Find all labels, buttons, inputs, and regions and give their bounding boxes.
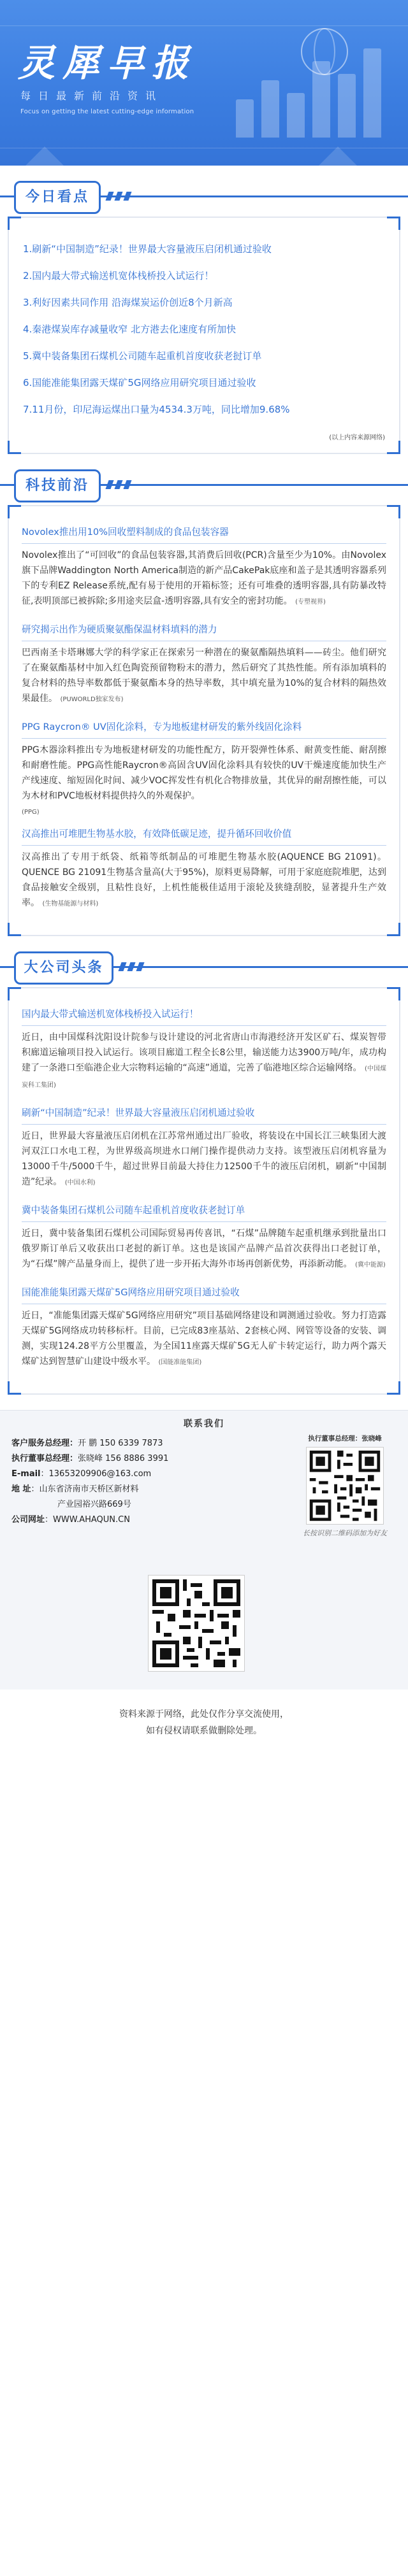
article-title[interactable]: 刷新“中国制造”纪录！世界最大容量液压启闭机通过验收 [22,1106,386,1125]
contact-title: 联系我们 [184,1419,224,1429]
section-header-tech [0,454,408,505]
email-label: E-mail [11,1469,41,1479]
article-body: PPG木器涂料推出专为地板建材研发的功能性配方，防开裂弹性体系、耐黄变性能、耐刮擦和耐磨性能。PPG高性能Raycron®高固含UV固化涂料具有较快的UV干燥速度能加快生产产线速度、缩短固化时间、减少VOC挥发性有机化合物排放量，其优异的耐刮擦性能，可以为木材和PVC地板材料提供持久的外观保护。 [22,745,386,801]
headlines-box [8,217,400,454]
article-body [22,850,386,912]
exec-phone[interactable]: 张晓峰 156 8886 3991 [78,1454,169,1463]
article-title[interactable]: 汉高推出可堆肥生物基水胶，有效降低碳足迹，提升循环回收价值 [22,827,386,846]
address-text: ：山东省济南市天桥区新材料 [31,1484,139,1494]
qr-note: 长按识别二维码添加为好友 [303,1529,387,1537]
disclaimer-line: 如有侵权请联系做删除处理。 [146,1726,262,1736]
decor-shape [0,146,89,166]
website-label: 公司网址 [11,1515,45,1525]
article-body [22,1128,386,1191]
article-source: (生物基能源与材料) [42,900,99,907]
article-source: (中国煤炭科工集团) [22,1065,386,1089]
qr-code-icon[interactable] [148,1575,245,1672]
headline-item[interactable]: 6.国能准能集团露天煤矿5G网络应用研究项目通过验收 [23,377,256,388]
address-label: 地 址 [11,1484,31,1494]
contact-section [0,1410,408,1690]
official-qr-block [148,1575,244,1670]
stripe-icon [120,962,147,974]
article-body [22,548,386,610]
article-source: (PUWORLD独家发布) [60,696,124,703]
service-label: 客户服务总经理： [11,1439,78,1448]
qr-label: 执行董事总经理：张晓峰 [308,1435,382,1442]
article-text: 近日，冀中装备集团石煤机公司国际贸易再传喜讯，“石煤”品牌随车起重机继承到批量出口俄罗斯订单后又收获出口老挝的新订单。这也是该国产品牌产品首次获得出口老挝订单，为“石煤”牌产品量身而上，提供了进一步开拓大海外市场再创新优势，再添新动能。 [22,1228,386,1269]
article-text: Novolex推出了“可回收”的食品包装容器,其消费后回收(PCR)含量至少为10%。由Novolex旗下品牌Waddington North America制造的新产品CakePak底座和盖子是其透明容器系列下的专利EZ Release系统,配有易于使用的开箱标签；还有可堆叠的透明容器,具有防暴改特征,表明顶部已被拆除;多用途夹层盒-透明容器,具有安全的密封功能。 [22,550,386,606]
globe-icon [301,28,348,75]
header-banner [0,0,408,166]
stripe-icon [107,480,134,492]
disclaimer-line: 资料来源于网络，此处仅作分享交流使用， [119,1709,289,1719]
website-link[interactable]: ：WWW.AHAQUN.CN [45,1515,130,1525]
article-title[interactable]: 研究揭示出作为硬质聚氨酯保温材料填料的潜力 [22,623,386,641]
headlines-source: (以上内容来源网络) [329,434,385,441]
decor-bar [363,48,381,138]
contact-lines [11,1436,228,1528]
article-title[interactable]: 冀中装备集团石煤机公司随车起重机首度收获老挝订单 [22,1204,386,1222]
company-articles-box [8,987,400,1395]
article-source: (专塑视界) [295,599,326,606]
address-text-2: 产业园裕兴路669号 [57,1500,131,1509]
article-body [22,645,386,708]
article-source: (中国水利) [64,1179,96,1186]
article-title[interactable]: 国能准能集团露天煤矿5G网络应用研究项目通过验收 [22,1286,386,1304]
headline-item[interactable]: 7.11月份，印尼海运煤出口量为4534.3万吨，同比增加9.68% [23,404,290,415]
article-title[interactable]: PPG Raycron® UV固化涂料，专为地板建材研发的紫外线固化涂料 [22,720,386,739]
decor-bar [338,74,356,138]
article-text: 近日，“准能集团露天煤矿5G网络应用研究”项目基础网络建设和调测通过验收。努力打造露天煤矿5G网络成功转移标杆。目前，已完成83座基站、2套核心网、网管等设备的安装、调测，实现124.28平方公里覆盖，为全国11座露天煤矿5G无人矿卡转定运行，助力两个露天煤矿达到智慧矿山建设中级水平。 [22,1311,386,1367]
section-header-company [0,936,408,987]
article-text: 巴西南圣卡塔琳娜大学的科学家正在探索另一种潜在的聚氨酯隔热填料——砖尘。他们研究了在聚氨酯基材中加入红色陶瓷预留物粉末的潜力，然后研究了其热性能。所有添加填料的复合材料的热导率数都低于聚氨酯本身的热导率数，其中填充量为10%的复合材料的隔热效果最佳。 [22,648,386,704]
disclaimer [0,1690,408,1752]
headline-item[interactable]: 3.利好因素共同作用 沿海煤炭运价创近8个月新高 [23,297,233,308]
report-title: 灵犀早报 [18,41,197,85]
section-title: 大公司头条 [14,951,113,985]
article-source: (冀中能源) [354,1262,386,1269]
article-title[interactable]: 国内最大带式输送机宽体栈桥投入试运行！ [22,1007,386,1026]
decor-bar [236,99,254,138]
article-source: (PPG) [22,809,40,816]
section-title: 今日看点 [14,181,101,214]
stripe-icon [107,191,134,203]
article-body [22,1308,386,1370]
report-english-tagline: Focus on getting the latest cutting-edge information [20,108,194,115]
exec-label: 执行董事总经理： [11,1454,78,1463]
tech-articles-box [8,505,400,936]
section-title: 科技前沿 [14,469,101,502]
article-title[interactable]: Novolex推出用10%回收塑料制成的食品包装容器 [22,525,386,544]
article-source: (国能准能集团) [158,1359,202,1366]
article-text: 近日，世界最大容量液压启闭机在江苏常州通过出厂验收，将装设在中国长江三峡集团大渡河双江口水电工程，为世界级高坝进水口闸门操作提供动力支持。该型液压启闭机容量为13000千牛/5000千牛，超过世界目前最大持住力12500千牛的液压启闭机，刷新“中国制造”纪录。 [22,1131,386,1187]
decor-bar [261,80,279,138]
article-text: 汉高推出了专用于纸袋、纸箱等纸制品的可堆肥生物基水胶(AQUENCE BG 21091)。QUENCE BG 21091生物基含量高(大于95%)，原料更易降解，可用于家庭庭院堆肥，达到食品接触安全级别，且粘性良好，上机性能极佳适用于滚轮及狭缝刮胶，显著提升生产效率。 [22,852,386,908]
report-subtitle: 每日最新前沿资讯 [20,90,164,102]
article-body [22,1030,386,1093]
wechat-qr-block [297,1434,393,1539]
decor-line [0,25,408,26]
article-text: 近日，由中国煤科沈阳设计院参与设计建设的河北省唐山市海港经济开发区矿石、煤炭智带积廊道运输项目投入试运行。该项目廊道工程全长8公里，输送能力达3900万吨/年，成功构建了一条港口至临港企业大宗物料运输的“高速”通道，完善了临港地区综合运输网络。 [22,1032,386,1073]
service-phone[interactable]: 开 鹏 150 6339 7873 [78,1439,163,1448]
headline-item[interactable]: 1.刷新“中国制造”纪录！世界最大容量液压启闭机通过验收 [23,243,272,255]
headline-item[interactable]: 4.秦港煤炭库存减量收窄 北方港去化速度有所加快 [23,324,237,335]
decor-bar [287,93,305,138]
section-header-headlines [0,166,408,217]
article-body [22,1226,386,1273]
qr-code-icon[interactable] [306,1447,384,1525]
headline-item[interactable]: 5.冀中装备集团石煤机公司随车起重机首度收获老挝订单 [23,350,262,362]
email-link[interactable]: ：13653209906@163.com [40,1469,152,1479]
headline-item[interactable]: 2.国内最大带式输送机宽体栈桥投入试运行！ [23,270,214,281]
decor-shape [293,146,382,166]
